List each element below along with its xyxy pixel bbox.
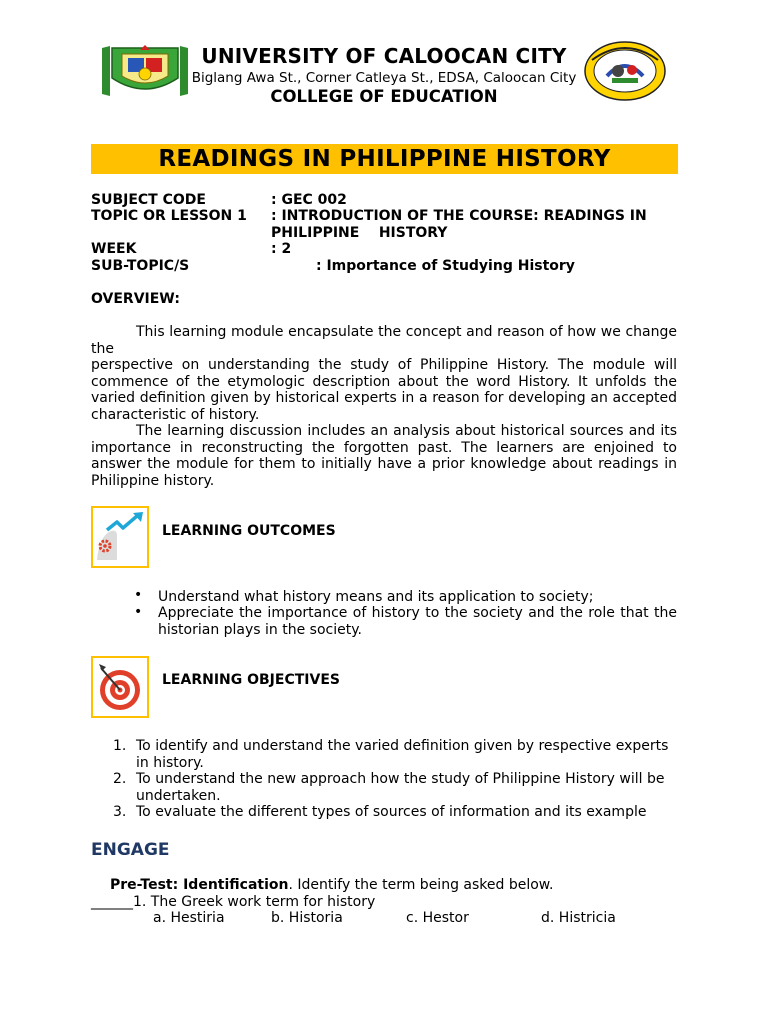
overview-paragraph-1-line1: This learning module encapsulate the concept and reason of how we change the bbox=[91, 324, 677, 357]
objective-item-2: To understand the new approach how the study of Philippine History will be undertaken. bbox=[136, 771, 665, 804]
objective-item-3: To evaluate the different types of sources of information and its example bbox=[136, 804, 647, 820]
objective-number-2: 2. bbox=[113, 771, 127, 787]
subtopic-label: SUB-TOPIC/S bbox=[91, 258, 190, 274]
choice-d: d. Histricia bbox=[541, 910, 616, 926]
pretest-label: Pre-Test: Identification bbox=[110, 877, 289, 893]
objective-item-1: To identify and understand the varied definition given by respective experts in history. bbox=[136, 738, 669, 771]
objective-number-1: 1. bbox=[113, 738, 127, 754]
university-address: Biglang Awa St., Corner Catleya St., EDSA, Caloocan City bbox=[191, 70, 577, 86]
week-label: WEEK bbox=[91, 241, 137, 257]
engage-heading: ENGAGE bbox=[91, 840, 170, 860]
choice-c: c. Hestor bbox=[406, 910, 469, 926]
overview-heading: OVERVIEW: bbox=[91, 291, 180, 307]
topic-value-line2: PHILIPPINE HISTORY bbox=[271, 225, 448, 241]
week-value: : 2 bbox=[271, 241, 292, 257]
topic-value-line1: : INTRODUCTION OF THE COURSE: READINGS IN bbox=[271, 208, 647, 224]
topic-label: TOPIC OR LESSON 1 bbox=[91, 208, 247, 224]
choice-a: a. Hestiria bbox=[153, 910, 225, 926]
learning-objectives-heading: LEARNING OBJECTIVES bbox=[162, 672, 340, 688]
growth-chart-icon bbox=[91, 506, 149, 568]
choice-b: b. Historia bbox=[271, 910, 343, 926]
overview-paragraph-2: The learning discussion includes an analysis about historical sources and its importance in reconstructing the forgotten past. The learners are enjoined to answer the module for them to initially have a prior knowledge about readings in Philippine history. bbox=[91, 423, 677, 489]
course-title-banner: READINGS IN PHILIPPINE HISTORY bbox=[91, 144, 678, 174]
college-name: COLLEGE OF EDUCATION bbox=[270, 87, 498, 106]
university-name: UNIVERSITY OF CALOOCAN CITY bbox=[201, 44, 567, 68]
outcome-item-1: Understand what history means and its application to society; bbox=[158, 589, 594, 605]
question-1: ______1. The Greek work term for history bbox=[91, 894, 376, 910]
pretest-text: . Identify the term being asked below. bbox=[288, 877, 554, 893]
objective-number-3: 3. bbox=[113, 804, 127, 820]
bullet-icon: • bbox=[134, 604, 143, 620]
overview-paragraph-1: perspective on understanding the study of Philippine History. The module will commence of the etymologic description about the word History. It unfolds the varied definition given by historical experts in a reason for developing an accepted characteristic of history. bbox=[91, 357, 677, 423]
pretest-instruction bbox=[110, 877, 553, 893]
learning-outcomes-heading: LEARNING OUTCOMES bbox=[162, 523, 336, 539]
subject-code-value: : GEC 002 bbox=[271, 192, 347, 208]
target-icon bbox=[91, 656, 149, 718]
subtopic-value: : Importance of Studying History bbox=[316, 258, 575, 274]
bullet-icon: • bbox=[134, 587, 143, 603]
outcome-item-2: Appreciate the importance of history to the society and the role that the historian plays in the society. bbox=[158, 605, 677, 638]
subject-code-label: SUBJECT CODE bbox=[91, 192, 206, 208]
